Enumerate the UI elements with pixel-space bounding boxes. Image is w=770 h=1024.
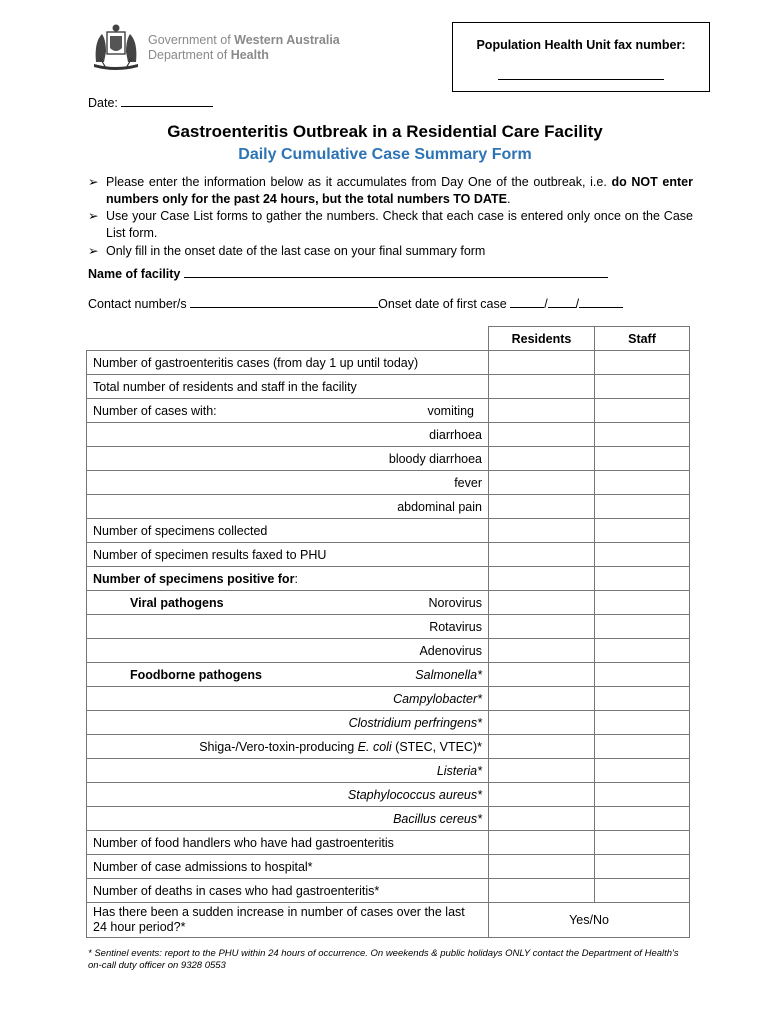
case-summary-table [86, 326, 690, 938]
table-row: Total number of residents and staff in the facility [87, 375, 690, 399]
table-row: Viral pathogens Norovirus [87, 591, 690, 615]
coat-of-arms-logo [90, 22, 142, 72]
table-row: diarrhoea [87, 423, 690, 447]
government-name: Government of Western Australia Department of Health [148, 33, 340, 62]
contact-number-field[interactable] [190, 296, 378, 308]
table-row: Number of cases with: vomiting [87, 399, 690, 423]
table-row: abdominal pain [87, 495, 690, 519]
arrow-bullet-icon: ➢ [88, 175, 99, 189]
table-row: Number of deaths in cases who had gastroenteritis* [87, 879, 690, 903]
instruction-2: ➢ Use your Case List forms to gather the numbers. Check that each case is entered only once on the Case List form. [88, 209, 693, 240]
fax-number-field[interactable] [498, 79, 664, 80]
table-row: Campylobacter* [87, 687, 690, 711]
residents-header: Residents [489, 327, 595, 351]
table-row: Adenovirus [87, 639, 690, 663]
date-field[interactable]: Date: [88, 95, 213, 110]
table-row: Number of gastroenteritis cases (from day 1 up until today) [87, 351, 690, 375]
table-row: Clostridium perfringens* [87, 711, 690, 735]
onset-year-field[interactable] [579, 296, 623, 308]
table-row: Bacillus cereus* [87, 807, 690, 831]
table-row: Number of food handlers who have had gastroenteritis [87, 831, 690, 855]
table-row: Foodborne pathogens Salmonella* [87, 663, 690, 687]
fax-label: Population Health Unit fax number: [476, 38, 686, 52]
form-subtitle: Daily Cumulative Case Summary Form [238, 146, 532, 163]
form-title: Gastroenteritis Outbreak in a Residential Care Facility [167, 122, 603, 141]
instruction-1: ➢ Please enter the information below as it accumulates from Day One of the outbreak, i.e. do NOT enter numbers only for the past 24 hours, but the total numbers TO DATE. [88, 175, 693, 206]
table-row: fever [87, 471, 690, 495]
table-row: Number of case admissions to hospital* [87, 855, 690, 879]
onset-month-field[interactable] [548, 296, 576, 308]
instruction-3: ➢ Only fill in the onset date of the last case on your final summary form [88, 244, 486, 258]
contact-onset-row: Contact number/s Onset date of first case / / [88, 296, 623, 311]
onset-label: Onset date of first case [378, 297, 507, 311]
table-header-row [87, 327, 690, 351]
arrow-bullet-icon: ➢ [88, 209, 99, 223]
fax-number-box [452, 22, 710, 92]
footnote: * Sentinel events: report to the PHU within 24 hours of occurrence. On weekends & public holidays ONLY contact the Department of Health's on-call duty officer on 9328 0553 [88, 948, 679, 971]
onset-day-field[interactable] [510, 296, 544, 308]
arrow-bullet-icon: ➢ [88, 244, 99, 258]
yes-no-field[interactable]: Yes/No [489, 903, 690, 938]
table-row: Shiga-/Vero-toxin-producing E. coli (STEC, VTEC)* [87, 735, 690, 759]
table-row: Number of specimens collected [87, 519, 690, 543]
table-row: bloody diarrhoea [87, 447, 690, 471]
table-row: Staphylococcus aureus* [87, 783, 690, 807]
facility-name-field[interactable]: Name of facility [88, 266, 608, 281]
staff-header: Staff [595, 327, 690, 351]
table-row: Number of specimen results faxed to PHU [87, 543, 690, 567]
contact-label: Contact number/s [88, 297, 187, 311]
table-row: Rotavirus [87, 615, 690, 639]
table-row: Listeria* [87, 759, 690, 783]
table-row: Number of specimens positive for: [87, 567, 690, 591]
table-row: Has there been a sudden increase in number of cases over the last 24 hour period?* Yes/No [87, 903, 690, 938]
